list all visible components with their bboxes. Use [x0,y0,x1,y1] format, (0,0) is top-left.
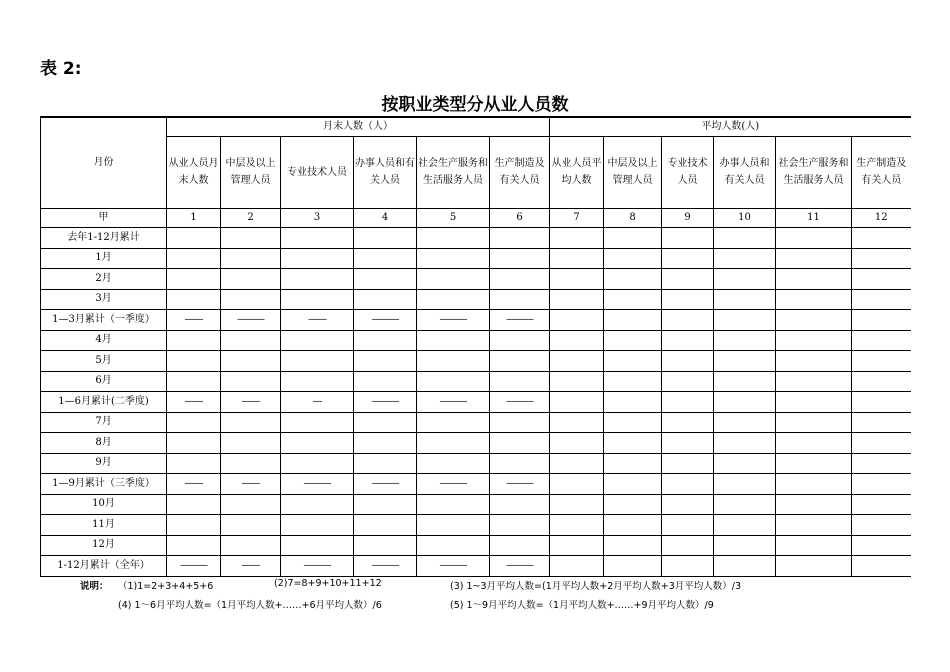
data-cell[interactable] [354,330,417,351]
data-cell[interactable] [776,453,852,474]
data-cell[interactable] [354,351,417,372]
data-cell[interactable] [354,535,417,556]
data-cell[interactable] [714,556,776,577]
month-column-header: 月份 [41,117,167,209]
data-cell[interactable] [417,351,490,372]
data-cell[interactable] [852,228,911,249]
row-label: 2月 [41,269,167,290]
data-cell[interactable] [490,412,550,433]
data-cell[interactable] [662,228,714,249]
data-cell[interactable] [604,228,662,249]
data-cell[interactable] [167,433,221,454]
data-cell[interactable]: ——— [417,474,490,495]
data-cell[interactable] [281,412,354,433]
data-cell[interactable] [417,515,490,536]
data-cell[interactable] [852,433,911,454]
row-label: 5月 [41,351,167,372]
data-cell[interactable]: ——— [354,474,417,495]
data-cell[interactable] [604,248,662,269]
data-cell[interactable] [490,228,550,249]
column-code-11: 11 [776,209,852,228]
table-row [41,474,911,495]
data-cell[interactable] [221,453,281,474]
data-cell[interactable] [550,228,604,249]
note-4: (4) 1～6月平均人数=（1月平均人数+……+6月平均人数）/6 [118,600,382,611]
row-label: 6月 [41,371,167,392]
data-cell[interactable]: ——— [417,392,490,413]
data-cell[interactable] [714,269,776,290]
row-label: 1-12月累计（全年） [41,556,167,577]
data-cell[interactable] [604,556,662,577]
data-cell[interactable] [167,330,221,351]
data-cell[interactable] [550,535,604,556]
data-cell[interactable] [662,474,714,495]
data-cell[interactable]: —— [221,392,281,413]
data-cell[interactable] [662,269,714,290]
data-cell[interactable]: — [281,392,354,413]
data-cell[interactable]: ——— [354,310,417,331]
data-cell[interactable] [776,330,852,351]
row-label: 10月 [41,494,167,515]
row-label: 去年1-12月累计 [41,228,167,249]
data-cell[interactable] [221,330,281,351]
data-cell[interactable] [550,371,604,392]
data-cell[interactable] [714,228,776,249]
data-cell[interactable] [281,453,354,474]
column-code-6: 6 [490,209,550,228]
column-header-3: 专业技术人员 [281,136,354,208]
data-cell[interactable] [604,433,662,454]
data-cell[interactable] [550,289,604,310]
data-cell[interactable] [281,351,354,372]
column-code-12: 12 [852,209,911,228]
data-cell[interactable] [714,310,776,331]
note-3: (3) 1~3月平均人数=(1月平均人数+2月平均人数+3月平均人数）/3 [450,581,741,592]
data-cell[interactable] [490,433,550,454]
data-cell[interactable] [490,494,550,515]
data-cell[interactable] [167,351,221,372]
data-cell[interactable] [776,228,852,249]
data-cell[interactable] [490,330,550,351]
data-cell[interactable] [221,269,281,290]
data-cell[interactable] [604,351,662,372]
row-label: 11月 [41,515,167,536]
table-row [41,248,911,269]
data-cell[interactable] [776,494,852,515]
data-cell[interactable] [550,515,604,536]
data-cell[interactable] [550,433,604,454]
data-cell[interactable] [167,248,221,269]
group-header-average: 平均人数(人) [550,117,911,136]
column-header-10: 办事人员和有关人员 [714,136,776,208]
column-header-2: 中层及以上管理人员 [221,136,281,208]
data-cell[interactable] [221,412,281,433]
table-number-label: 表 2: [40,59,82,79]
table-row [41,453,911,474]
column-header-4: 办事人员和有关人员 [354,136,417,208]
data-cell[interactable] [354,289,417,310]
data-cell[interactable] [354,453,417,474]
data-cell[interactable]: ——— [167,556,221,577]
data-cell[interactable] [490,248,550,269]
data-cell[interactable] [490,515,550,536]
data-cell[interactable] [852,535,911,556]
data-cell[interactable] [550,392,604,413]
note-5: (5) 1～9月平均人数=（1月平均人数+……+9月平均人数）/9 [450,600,714,611]
table-row [41,351,911,372]
data-cell[interactable] [852,269,911,290]
column-code-9: 9 [662,209,714,228]
table-row [41,330,911,351]
data-cell[interactable] [714,392,776,413]
data-cell[interactable] [550,248,604,269]
row-label: 3月 [41,289,167,310]
data-cell[interactable] [776,515,852,536]
data-cell[interactable] [776,351,852,372]
data-cell[interactable] [221,289,281,310]
data-cell[interactable] [221,515,281,536]
data-cell[interactable] [167,228,221,249]
data-cell[interactable]: ——— [281,474,354,495]
row-label: 1—3月累计（一季度） [41,310,167,331]
data-cell[interactable] [662,453,714,474]
data-cell[interactable]: ——— [417,556,490,577]
data-cell[interactable] [417,289,490,310]
data-cell[interactable] [354,412,417,433]
data-cell[interactable] [714,289,776,310]
data-cell[interactable] [417,453,490,474]
data-cell[interactable] [354,494,417,515]
column-code-2: 2 [221,209,281,228]
data-cell[interactable]: ——— [490,556,550,577]
data-cell[interactable]: ——— [490,310,550,331]
data-cell[interactable] [776,474,852,495]
data-cell[interactable]: ——— [354,556,417,577]
data-cell[interactable] [167,412,221,433]
data-cell[interactable] [417,371,490,392]
table-row [41,371,911,392]
data-cell[interactable] [167,269,221,290]
data-cell[interactable] [662,433,714,454]
table-row [41,228,911,249]
data-cell[interactable] [852,330,911,351]
data-cell[interactable] [776,412,852,433]
data-cell[interactable] [490,371,550,392]
data-cell[interactable] [221,228,281,249]
column-code-7: 7 [550,209,604,228]
data-cell[interactable]: ——— [354,392,417,413]
row-label: 7月 [41,412,167,433]
data-cell[interactable] [281,269,354,290]
data-cell[interactable] [354,433,417,454]
data-cell[interactable] [490,269,550,290]
row-label: 9月 [41,453,167,474]
notes-label: 说明： [80,581,109,592]
page-title: 按职业类型分从业人员数 [381,95,569,115]
column-header-6: 生产制造及有关人员 [490,136,550,208]
data-cell[interactable] [281,515,354,536]
data-cell[interactable] [662,289,714,310]
data-cell[interactable] [354,228,417,249]
data-cell[interactable] [714,412,776,433]
data-cell[interactable] [417,269,490,290]
data-cell[interactable] [714,535,776,556]
data-cell[interactable] [550,412,604,433]
data-cell[interactable] [662,330,714,351]
data-cell[interactable] [852,310,911,331]
data-cell[interactable] [714,330,776,351]
data-cell[interactable] [281,248,354,269]
data-cell[interactable] [167,371,221,392]
data-cell[interactable] [852,392,911,413]
data-cell[interactable] [281,330,354,351]
data-cell[interactable]: ——— [221,310,281,331]
data-cell[interactable] [776,556,852,577]
data-cell[interactable] [604,371,662,392]
data-cell[interactable] [776,535,852,556]
data-cell[interactable] [852,556,911,577]
data-cell[interactable] [604,515,662,536]
data-cell[interactable]: —— [221,474,281,495]
data-cell[interactable] [417,535,490,556]
data-cell[interactable] [662,248,714,269]
row-label: 12月 [41,535,167,556]
data-cell[interactable] [354,248,417,269]
data-cell[interactable] [852,351,911,372]
data-cell[interactable] [167,494,221,515]
data-cell[interactable] [604,269,662,290]
data-cell[interactable] [354,269,417,290]
data-cell[interactable] [354,515,417,536]
data-cell[interactable] [776,433,852,454]
data-cell[interactable] [852,515,911,536]
data-cell[interactable] [281,371,354,392]
data-cell[interactable] [776,310,852,331]
column-code-3: 3 [281,209,354,228]
data-cell[interactable]: —— [167,310,221,331]
data-cell[interactable] [167,453,221,474]
data-cell[interactable] [281,433,354,454]
data-cell[interactable] [714,453,776,474]
data-cell[interactable] [221,371,281,392]
table-row [41,310,911,331]
data-cell[interactable] [852,248,911,269]
data-cell[interactable] [662,535,714,556]
data-cell[interactable] [662,515,714,536]
table-row [41,289,911,310]
data-cell[interactable] [714,474,776,495]
column-header-9: 专业技术人员 [662,136,714,208]
column-header-1: 从业人员月末人数 [167,136,221,208]
data-cell[interactable] [852,474,911,495]
table-row [41,392,911,413]
data-cell[interactable] [714,351,776,372]
table-row [41,433,911,454]
column-code-4: 4 [354,209,417,228]
column-code-5: 5 [417,209,490,228]
row-label: 4月 [41,330,167,351]
data-cell[interactable]: —— [167,392,221,413]
row-label: 1—6月累计(二季度) [41,392,167,413]
data-cell[interactable] [604,535,662,556]
data-cell[interactable] [490,351,550,372]
data-cell[interactable] [221,494,281,515]
column-code-8: 8 [604,209,662,228]
data-cell[interactable] [714,371,776,392]
data-cell[interactable] [662,351,714,372]
data-cell[interactable] [852,289,911,310]
column-header-12: 生产制造及有关人员 [852,136,911,208]
data-cell[interactable] [714,433,776,454]
data-cell[interactable] [354,371,417,392]
data-cell[interactable] [852,494,911,515]
data-cell[interactable]: —— [167,474,221,495]
column-code-1: 1 [167,209,221,228]
data-cell[interactable] [776,289,852,310]
data-cell[interactable] [417,330,490,351]
note-2: (2)7=8+9+10+11+12 [274,578,382,589]
data-cell[interactable] [281,494,354,515]
data-cell[interactable]: —— [281,310,354,331]
data-cell[interactable]: ——— [417,310,490,331]
data-cell[interactable] [776,269,852,290]
data-cell[interactable] [167,289,221,310]
data-cell[interactable] [550,310,604,331]
data-cell[interactable] [550,474,604,495]
data-cell[interactable]: ——— [490,474,550,495]
data-cell[interactable] [167,515,221,536]
data-cell[interactable] [417,248,490,269]
data-cell[interactable] [714,248,776,269]
data-cell[interactable] [604,330,662,351]
data-cell[interactable] [852,371,911,392]
data-cell[interactable] [221,433,281,454]
data-cell[interactable]: ——— [281,556,354,577]
row-label: 1月 [41,248,167,269]
data-cell[interactable] [714,515,776,536]
data-cell[interactable] [662,371,714,392]
group-header-month-end: 月末人数（人） [167,117,550,136]
column-header-5: 社会生产服务和生活服务人员 [417,136,490,208]
data-cell[interactable] [662,310,714,331]
column-header-11: 社会生产服务和生活服务人员 [776,136,852,208]
data-cell[interactable] [417,433,490,454]
row-label: 8月 [41,433,167,454]
data-cell[interactable] [776,392,852,413]
table-row [41,494,911,515]
data-cell[interactable] [714,494,776,515]
table-row [41,556,911,577]
data-cell[interactable] [550,556,604,577]
data-cell[interactable] [662,392,714,413]
data-cell[interactable] [281,535,354,556]
data-cell[interactable] [417,228,490,249]
data-cell[interactable] [550,351,604,372]
data-cell[interactable] [490,453,550,474]
data-cell[interactable] [490,535,550,556]
data-cell[interactable] [490,289,550,310]
table-row [41,269,911,290]
data-cell[interactable] [417,494,490,515]
column-header-7: 从业人员平均人数 [550,136,604,208]
data-cell[interactable] [776,248,852,269]
data-cell[interactable] [604,474,662,495]
data-cell[interactable] [221,248,281,269]
data-cell[interactable] [417,412,490,433]
data-cell[interactable] [662,494,714,515]
data-cell[interactable] [604,392,662,413]
data-cell[interactable] [604,453,662,474]
data-cell[interactable] [221,351,281,372]
column-code-10: 10 [714,209,776,228]
data-cell[interactable] [604,412,662,433]
note-1: （1)1=2+3+4+5+6 [118,581,214,592]
data-cell[interactable] [852,453,911,474]
data-cell[interactable] [550,330,604,351]
data-cell[interactable] [604,310,662,331]
table-row [41,535,911,556]
data-cell[interactable] [776,371,852,392]
data-cell[interactable]: ——— [490,392,550,413]
data-cell[interactable] [550,453,604,474]
data-cell[interactable] [604,494,662,515]
code-label: 甲 [41,209,167,228]
data-cell[interactable] [550,269,604,290]
data-cell[interactable] [662,412,714,433]
data-cell[interactable]: —— [221,556,281,577]
data-cell[interactable] [221,535,281,556]
table-row [41,412,911,433]
table-row [41,515,911,536]
row-label: 1—9月累计（三季度） [41,474,167,495]
data-cell[interactable] [550,494,604,515]
data-cell[interactable] [604,289,662,310]
data-cell[interactable] [281,228,354,249]
data-cell[interactable] [167,535,221,556]
data-cell[interactable] [662,556,714,577]
employment-table [40,116,911,577]
data-cell[interactable] [852,412,911,433]
column-header-8: 中层及以上管理人员 [604,136,662,208]
data-cell[interactable] [281,289,354,310]
